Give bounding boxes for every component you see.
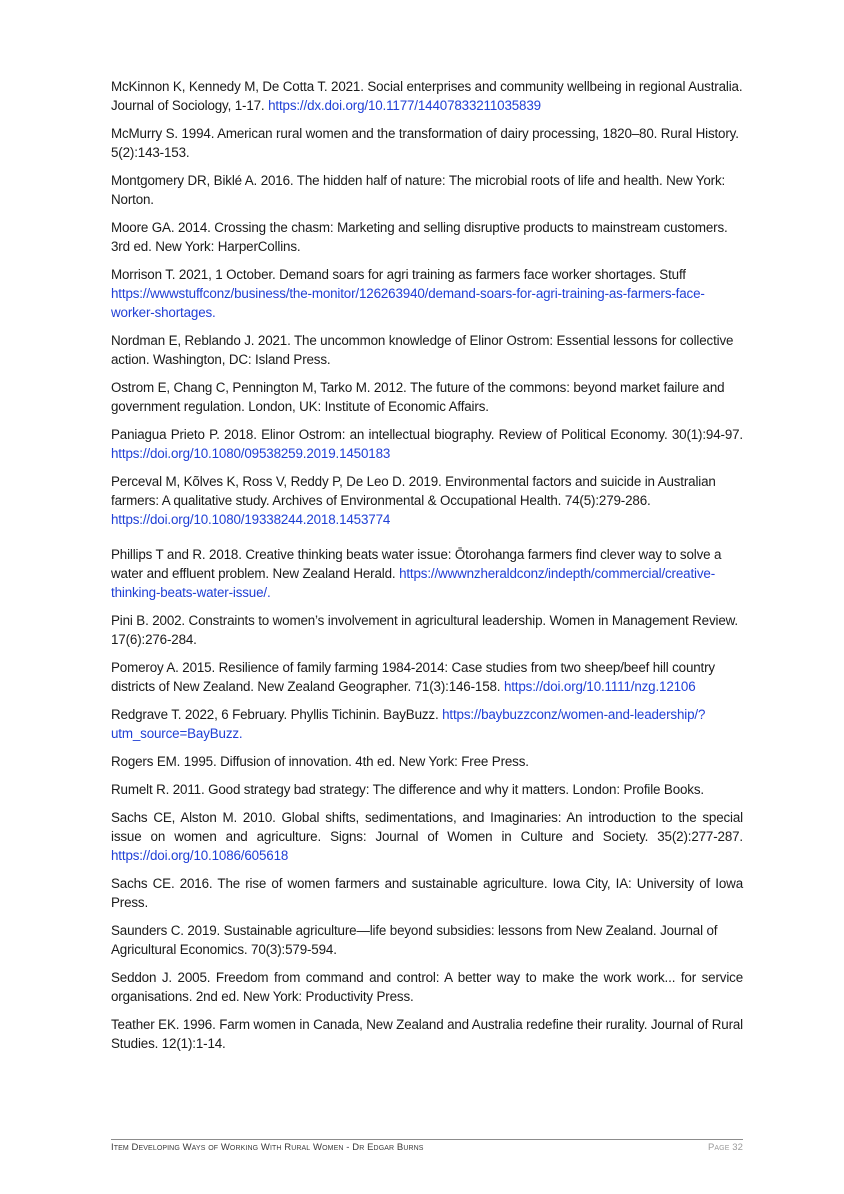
reference-entry: [111, 545, 743, 602]
reference-text: Pomeroy A. 2015. Resilience of family farming 1984-2014: Case studies from two sheep/beef hill country districts of New Zealand. New Zealand Geographer. 71(3):146-158.: [111, 660, 715, 694]
reference-entry: [111, 658, 743, 696]
reference-entry: [111, 331, 743, 369]
reference-link[interactable]: https://doi.org/10.1080/09538259.2019.1450183: [111, 446, 391, 461]
reference-entry: [111, 124, 743, 162]
reference-entry: [111, 472, 743, 529]
reference-text: McKinnon K, Kennedy M, De Cotta T. 2021. Social enterprises and community wellbeing in regional Australia. Journal of Sociology, 1-17.: [111, 79, 743, 113]
reference-text: Rogers EM. 1995. Diffusion of innovation. 4th ed. New York: Free Press.: [111, 754, 529, 769]
reference-entry: [111, 171, 743, 209]
reference-link[interactable]: https://baybuzzconz/women-and-leadership/?utm_source=BayBuzz.: [111, 707, 706, 741]
reference-text: Ostrom E, Chang C, Pennington M, Tarko M. 2012. The future of the commons: beyond market failure and government regulation. London, UK: Institute of Economic Affairs.: [111, 380, 725, 414]
reference-entry: [111, 921, 743, 959]
reference-text: Morrison T. 2021, 1 October. Demand soars for agri training as farmers face worker shortages. Stuff: [111, 267, 686, 282]
reference-entry: [111, 425, 743, 463]
footer-title: Item Developing Ways of Working With Rural Women - Dr Edgar Burns: [111, 1142, 424, 1153]
reference-entry: [111, 808, 743, 865]
reference-entry: [111, 218, 743, 256]
reference-link[interactable]: https://wwwnzheraldconz/indepth/commercial/creative-thinking-beats-water-issue/.: [111, 566, 716, 600]
reference-entry: [111, 874, 743, 912]
reference-text: Montgomery DR, Biklé A. 2016. The hidden half of nature: The microbial roots of life and health. New York: Norton.: [111, 173, 726, 207]
reference-text: Pini B. 2002. Constraints to women’s involvement in agricultural leadership. Women in Management Review. 17(6):276-284.: [111, 613, 738, 647]
reference-entry: [111, 1015, 743, 1053]
reference-text: Seddon J. 2005. Freedom from command and control: A better way to make the work work... for service organisations. 2nd ed. New York: Productivity Press.: [111, 970, 743, 1004]
reference-entry: [111, 378, 743, 416]
reference-entry: [111, 705, 743, 743]
reference-link[interactable]: https://doi.org/10.1086/605618: [111, 848, 289, 863]
reference-link[interactable]: https://doi.org/10.1111/nzg.12106: [503, 679, 696, 694]
reference-entry: [111, 611, 743, 649]
reference-text: Sachs CE, Alston M. 2010. Global shifts, sedimentations, and Imaginaries: An introduction to the special issue on women and agriculture. Signs: Journal of Women in Culture and Society. 35(2):277-287.: [111, 810, 743, 844]
reference-text: Moore GA. 2014. Crossing the chasm: Marketing and selling disruptive products to mainstream customers. 3rd ed. New York: HarperCollins.: [111, 220, 728, 254]
page-number: Page 32: [707, 1142, 743, 1153]
reference-text: Sachs CE. 2016. The rise of women farmers and sustainable agriculture. Iowa City, IA: University of Iowa Press.: [111, 876, 743, 910]
reference-link[interactable]: https://wwwstuffconz/business/the-monitor/126263940/demand-soars-for-agri-training-as-farmers-face-worker-shortages.: [111, 286, 705, 320]
reference-text: McMurry S. 1994. American rural women and the transformation of dairy processing, 1820–80. Rural History. 5(2):143-153.: [111, 126, 739, 160]
reference-list: [111, 77, 743, 1062]
reference-text: Teather EK. 1996. Farm women in Canada, New Zealand and Australia redefine their rurality. Journal of Rural Studies. 12(1):1-14.: [111, 1017, 743, 1051]
reference-link[interactable]: https://doi.org/10.1080/19338244.2018.1453774: [111, 512, 391, 527]
reference-text: Nordman E, Reblando J. 2021. The uncommon knowledge of Elinor Ostrom: Essential lessons for collective action. Washington, DC: Island Press.: [111, 333, 734, 367]
reference-entry: [111, 265, 743, 322]
reference-text: Paniagua Prieto P. 2018. Elinor Ostrom: an intellectual biography. Review of Political Economy. 30(1):94-97.: [111, 427, 743, 442]
reference-entry: [111, 77, 743, 115]
reference-entry: [111, 780, 743, 799]
reference-link[interactable]: https://dx.doi.org/10.1177/14407833211035839: [268, 98, 541, 113]
reference-text: Phillips T and R. 2018. Creative thinking beats water issue: Ōtorohanga farmers find clever way to solve a water and effluent problem. New Zealand Herald.: [111, 547, 722, 581]
reference-text: Perceval M, Kõlves K, Ross V, Reddy P, De Leo D. 2019. Environmental factors and suicide in Australian farmers: A qualitative study. Archives of Environmental & Occupational Health. 74(5):279-286.: [111, 474, 716, 508]
reference-text: Rumelt R. 2011. Good strategy bad strategy: The difference and why it matters. London: Profile Books.: [111, 782, 704, 797]
reference-text: Saunders C. 2019. Sustainable agriculture—life beyond subsidies: lessons from New Zealand. Journal of Agricultural Economics. 70(3):579-594.: [111, 923, 718, 957]
reference-entry: [111, 752, 743, 771]
page-footer: [111, 1139, 743, 1153]
reference-entry: [111, 968, 743, 1006]
reference-text: Redgrave T. 2022, 6 February. Phyllis Tichinin. BayBuzz.: [111, 707, 443, 722]
